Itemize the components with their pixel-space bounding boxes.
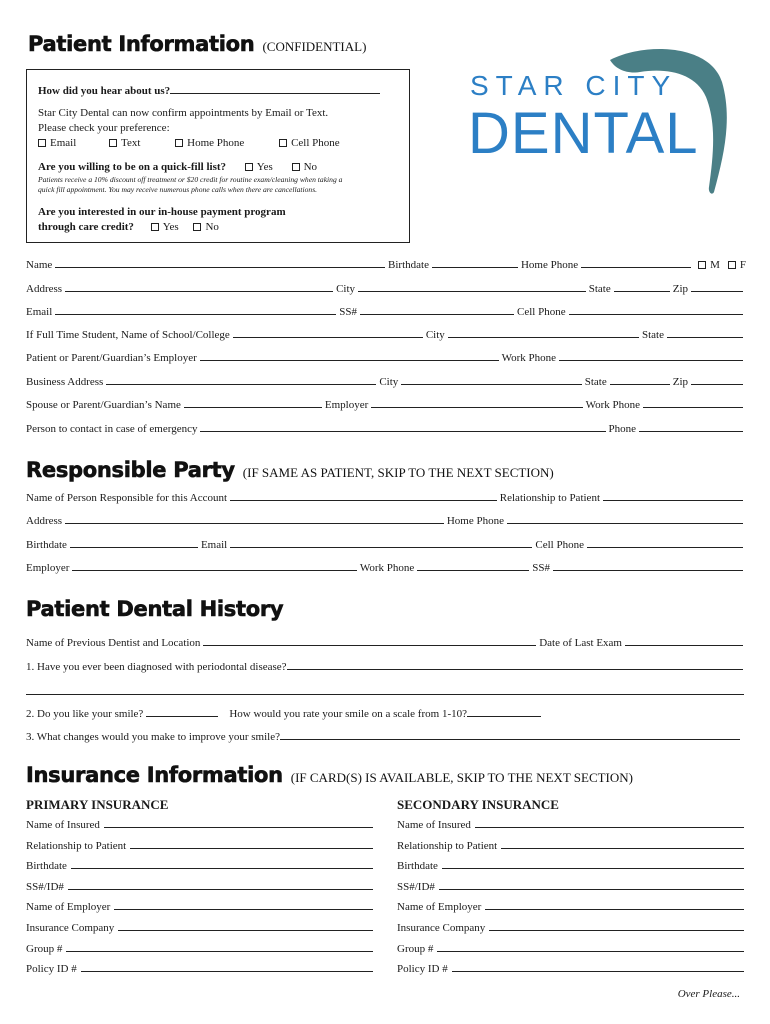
- payment-no[interactable]: [193, 221, 218, 233]
- state-label: State: [588, 283, 611, 295]
- secondary-label: Insurance Company: [397, 921, 486, 934]
- secondary-field[interactable]: [489, 921, 744, 931]
- quickfill-yes-label: Yes: [256, 161, 273, 173]
- text-option[interactable]: [109, 137, 140, 149]
- responsible-relationship-label: Relationship to Patient: [499, 492, 600, 504]
- quickfill-note-2: quick fill appointment. You may receive numerous phone calls when there are cancellations.: [38, 185, 318, 194]
- logo: [470, 42, 730, 202]
- hear-about-label: How did you hear about us?: [38, 85, 171, 97]
- secondary-field[interactable]: [439, 880, 744, 890]
- responsible-birthdate-label: Birthdate: [26, 539, 67, 551]
- business-city-field[interactable]: [401, 375, 581, 385]
- email-label: Email: [26, 306, 53, 318]
- text-option-label: Text: [121, 137, 141, 149]
- home-phone-option-label: Home Phone: [187, 137, 245, 149]
- responsible-cell-phone-field[interactable]: [587, 538, 743, 548]
- responsible-work-phone-field[interactable]: [417, 561, 529, 571]
- business-state-field[interactable]: [610, 375, 670, 385]
- insurance-note: (IF CARD(S) IS AVAILABLE, SKIP TO THE NEXT SECTION): [290, 770, 633, 785]
- primary-row: [26, 859, 373, 880]
- insurance-title: Insurance Information: [26, 763, 283, 787]
- secondary-field[interactable]: [452, 962, 744, 972]
- primary-row: [26, 921, 373, 942]
- responsible-email-field[interactable]: [230, 538, 532, 548]
- payment-row: [38, 221, 219, 233]
- payment-no-checkbox[interactable]: [193, 223, 201, 231]
- page-title: [28, 32, 366, 56]
- prev-dentist-label: Name of Previous Dentist and Location: [26, 637, 201, 649]
- quickfill-no[interactable]: [292, 161, 317, 173]
- ss-label: SS#: [339, 306, 358, 318]
- primary-row: [26, 880, 373, 901]
- primary-field[interactable]: [66, 942, 373, 952]
- primary-field[interactable]: [114, 900, 373, 910]
- state-field[interactable]: [614, 282, 670, 292]
- last-exam-field[interactable]: [625, 636, 743, 646]
- responsible-work-phone-label: Work Phone: [359, 562, 415, 574]
- business-address-field[interactable]: [106, 375, 376, 385]
- quickfill-question: Are you willing to be on a quick-fill list?: [38, 161, 227, 173]
- payment-yes-checkbox[interactable]: [151, 223, 159, 231]
- secondary-row: [397, 818, 744, 839]
- q2-row: [26, 707, 746, 720]
- zip-label: Zip: [672, 283, 688, 295]
- city-label: City: [336, 283, 356, 295]
- primary-insurance-heading: PRIMARY INSURANCE: [26, 797, 169, 812]
- student-state-label: State: [642, 329, 664, 341]
- q1-field[interactable]: [287, 660, 743, 670]
- primary-field[interactable]: [130, 839, 373, 849]
- cell-phone-checkbox[interactable]: [279, 139, 287, 147]
- responsible-birthdate-field[interactable]: [70, 538, 198, 548]
- responsible-employer-row: [26, 561, 746, 574]
- primary-field[interactable]: [71, 859, 373, 869]
- birthdate-label: Birthdate: [388, 259, 429, 271]
- business-address-label: Business Address: [26, 376, 104, 388]
- secondary-label: SS#/ID#: [397, 880, 435, 893]
- patient-name-row: [26, 258, 746, 271]
- spouse-employer-field[interactable]: [371, 398, 582, 408]
- female-label: F: [739, 259, 746, 271]
- work-phone-label: Work Phone: [501, 352, 556, 364]
- primary-row: [26, 942, 373, 963]
- confirm-text-2: Please check your preference:: [38, 122, 170, 134]
- secondary-label: Name of Insured: [397, 819, 471, 831]
- responsible-name-label: Name of Person Responsible for this Account: [26, 492, 228, 504]
- email-option-label: Email: [50, 137, 77, 149]
- quickfill-no-label: No: [303, 161, 318, 173]
- business-address-row: [26, 375, 746, 388]
- address-field[interactable]: [65, 282, 333, 292]
- student-label: If Full Time Student, Name of School/College: [26, 329, 230, 341]
- over-please-note: Over Please...: [677, 988, 740, 1000]
- name-label: Name: [26, 259, 53, 271]
- business-zip-field[interactable]: [691, 375, 743, 385]
- spouse-label: Spouse or Parent/Guardian’s Name: [26, 399, 181, 411]
- primary-label: Relationship to Patient: [26, 839, 127, 852]
- secondary-row: [397, 880, 744, 901]
- secondary-field[interactable]: [475, 818, 744, 828]
- payment-yes-label: Yes: [162, 221, 179, 233]
- female-checkbox[interactable]: [728, 261, 736, 269]
- email-checkbox[interactable]: [38, 139, 46, 147]
- cell-phone-label: Cell Phone: [517, 306, 566, 318]
- student-field[interactable]: [233, 328, 423, 338]
- preferences-box: [26, 69, 410, 243]
- primary-label: SS#/ID#: [26, 880, 64, 893]
- business-zip-label: Zip: [672, 376, 688, 388]
- work-phone-field[interactable]: [559, 351, 743, 361]
- employer-row: [26, 351, 746, 364]
- cell-phone-option-label: Cell Phone: [291, 137, 340, 149]
- spouse-employer-label: Employer: [324, 399, 369, 411]
- home-phone-label: Home Phone: [520, 259, 579, 271]
- quickfill-yes[interactable]: [245, 161, 273, 173]
- spouse-row: [26, 398, 746, 411]
- secondary-label: Policy ID #: [397, 963, 448, 976]
- confidential-note: (CONFIDENTIAL): [262, 39, 367, 54]
- q1-label: 1. Have you ever been diagnosed with periodontal disease?: [26, 661, 287, 673]
- emergency-field[interactable]: [200, 422, 605, 432]
- logo-line-2: DENTAL: [468, 101, 699, 166]
- primary-label: Name of Employer: [26, 901, 111, 914]
- q1-field-line-2[interactable]: [26, 694, 744, 695]
- primary-label: Name of Insured: [26, 819, 100, 831]
- payment-yes[interactable]: [151, 221, 179, 233]
- quickfill-note-1: Patients receive a 10% discount off treatment or $20 credit for routine exam/cleaning when taking a: [38, 175, 343, 184]
- responsible-cell-phone-label: Cell Phone: [535, 539, 584, 551]
- patient-employer-label: Patient or Parent/Guardian’s Employer: [26, 352, 197, 364]
- responsible-heading: [26, 458, 554, 482]
- student-row: [26, 328, 746, 341]
- spouse-work-phone-label: Work Phone: [585, 399, 640, 411]
- secondary-row: [397, 859, 744, 880]
- female-option[interactable]: [728, 259, 746, 271]
- primary-label: Birthdate: [26, 860, 67, 873]
- payment-no-label: No: [205, 221, 219, 233]
- secondary-field[interactable]: [437, 942, 744, 952]
- responsible-employer-field[interactable]: [72, 561, 356, 571]
- responsible-ss-field[interactable]: [553, 561, 743, 571]
- secondary-field[interactable]: [485, 900, 744, 910]
- primary-insurance-fields: [26, 818, 373, 983]
- quickfill-row: [38, 161, 317, 173]
- name-field[interactable]: [55, 258, 385, 268]
- responsible-ss-label: SS#: [532, 562, 550, 574]
- prev-dentist-row: [26, 636, 746, 649]
- home-phone-checkbox[interactable]: [175, 139, 183, 147]
- text-checkbox[interactable]: [109, 139, 117, 147]
- quickfill-no-checkbox[interactable]: [292, 163, 300, 171]
- primary-row: [26, 900, 373, 921]
- secondary-row: [397, 921, 744, 942]
- secondary-insurance-heading: SECONDARY INSURANCE: [397, 797, 559, 812]
- zip-field[interactable]: [691, 282, 743, 292]
- insurance-heading: [26, 763, 633, 787]
- primary-field[interactable]: [68, 880, 373, 890]
- spouse-field[interactable]: [184, 398, 322, 408]
- q2b-field[interactable]: [467, 707, 541, 717]
- primary-label: Insurance Company: [26, 921, 115, 934]
- secondary-row: [397, 900, 744, 921]
- emergency-phone-label: Phone: [608, 423, 636, 435]
- q2-field[interactable]: [146, 707, 218, 717]
- secondary-insurance-fields: [397, 818, 744, 983]
- patient-address-row: [26, 282, 746, 295]
- responsible-address-row: [26, 514, 746, 527]
- male-label: M: [710, 259, 720, 271]
- patient-email-row: [26, 305, 746, 318]
- business-state-label: State: [584, 376, 607, 388]
- q3-label: 3. What changes would you make to improve your smile?: [26, 731, 280, 743]
- city-field[interactable]: [358, 282, 586, 292]
- q1-row: [26, 660, 746, 673]
- responsible-title: Responsible Party: [26, 458, 235, 482]
- secondary-label: Relationship to Patient: [397, 839, 498, 852]
- primary-row: [26, 962, 373, 983]
- q2-label: 2. Do you like your smile?: [26, 708, 144, 720]
- q3-field[interactable]: [280, 730, 740, 740]
- student-city-field[interactable]: [448, 328, 639, 338]
- q3-row: [26, 730, 746, 743]
- responsible-note: (IF SAME AS PATIENT, SKIP TO THE NEXT SECTION): [242, 465, 554, 480]
- secondary-label: Birthdate: [397, 860, 438, 873]
- page-title-text: Patient Information: [28, 32, 255, 56]
- payment-question-2: through care credit?: [38, 221, 134, 233]
- primary-label: Group #: [26, 942, 63, 955]
- cell-phone-option[interactable]: [279, 137, 340, 149]
- primary-field[interactable]: [118, 921, 373, 931]
- primary-label: Policy ID #: [26, 963, 77, 976]
- responsible-address-label: Address: [26, 515, 63, 527]
- secondary-label: Group #: [397, 942, 434, 955]
- primary-field[interactable]: [104, 818, 373, 828]
- home-phone-field[interactable]: [581, 258, 691, 268]
- home-phone-option[interactable]: [175, 137, 244, 149]
- secondary-row: [397, 962, 744, 983]
- emergency-row: [26, 422, 746, 435]
- male-option[interactable]: [698, 259, 720, 271]
- email-option[interactable]: [38, 137, 76, 149]
- birthdate-field[interactable]: [432, 258, 518, 268]
- contact-options: [38, 137, 340, 149]
- cell-phone-field[interactable]: [569, 305, 743, 315]
- spouse-work-phone-field[interactable]: [643, 398, 743, 408]
- secondary-row: [397, 839, 744, 860]
- emergency-label: Person to contact in case of emergency: [26, 423, 198, 435]
- secondary-field[interactable]: [501, 839, 744, 849]
- last-exam-label: Date of Last Exam: [539, 637, 622, 649]
- ss-field[interactable]: [360, 305, 514, 315]
- business-city-label: City: [379, 376, 399, 388]
- hear-about-row: [38, 83, 380, 97]
- responsible-employer-label: Employer: [26, 562, 70, 574]
- confirm-text-1: Star City Dental can now confirm appointments by Email or Text.: [38, 107, 329, 119]
- prev-dentist-field[interactable]: [203, 636, 536, 646]
- secondary-row: [397, 942, 744, 963]
- responsible-relationship-field[interactable]: [603, 491, 743, 501]
- emergency-phone-field[interactable]: [639, 422, 743, 432]
- responsible-name-row: [26, 491, 746, 504]
- student-state-field[interactable]: [667, 328, 743, 338]
- patient-employer-field[interactable]: [200, 351, 499, 361]
- male-checkbox[interactable]: [698, 261, 706, 269]
- payment-question-1: Are you interested in our in-house payment program: [38, 206, 286, 218]
- responsible-home-phone-field[interactable]: [507, 514, 743, 524]
- hear-about-field[interactable]: [170, 83, 380, 94]
- student-city-label: City: [425, 329, 445, 341]
- quickfill-yes-checkbox[interactable]: [245, 163, 253, 171]
- history-title: Patient Dental History: [26, 597, 284, 621]
- responsible-email-label: Email: [200, 539, 228, 551]
- secondary-field[interactable]: [442, 859, 744, 869]
- email-field[interactable]: [55, 305, 336, 315]
- primary-row: [26, 818, 373, 839]
- primary-field[interactable]: [81, 962, 373, 972]
- q2b-label: How would you rate your smile on a scale from 1-10?: [229, 708, 467, 720]
- responsible-name-field[interactable]: [230, 491, 497, 501]
- primary-row: [26, 839, 373, 860]
- responsible-address-field[interactable]: [65, 514, 444, 524]
- address-label: Address: [26, 283, 63, 295]
- logo-line-1: STAR CITY: [470, 70, 678, 101]
- responsible-home-phone-label: Home Phone: [446, 515, 504, 527]
- secondary-label: Name of Employer: [397, 901, 482, 914]
- responsible-birthdate-row: [26, 538, 746, 551]
